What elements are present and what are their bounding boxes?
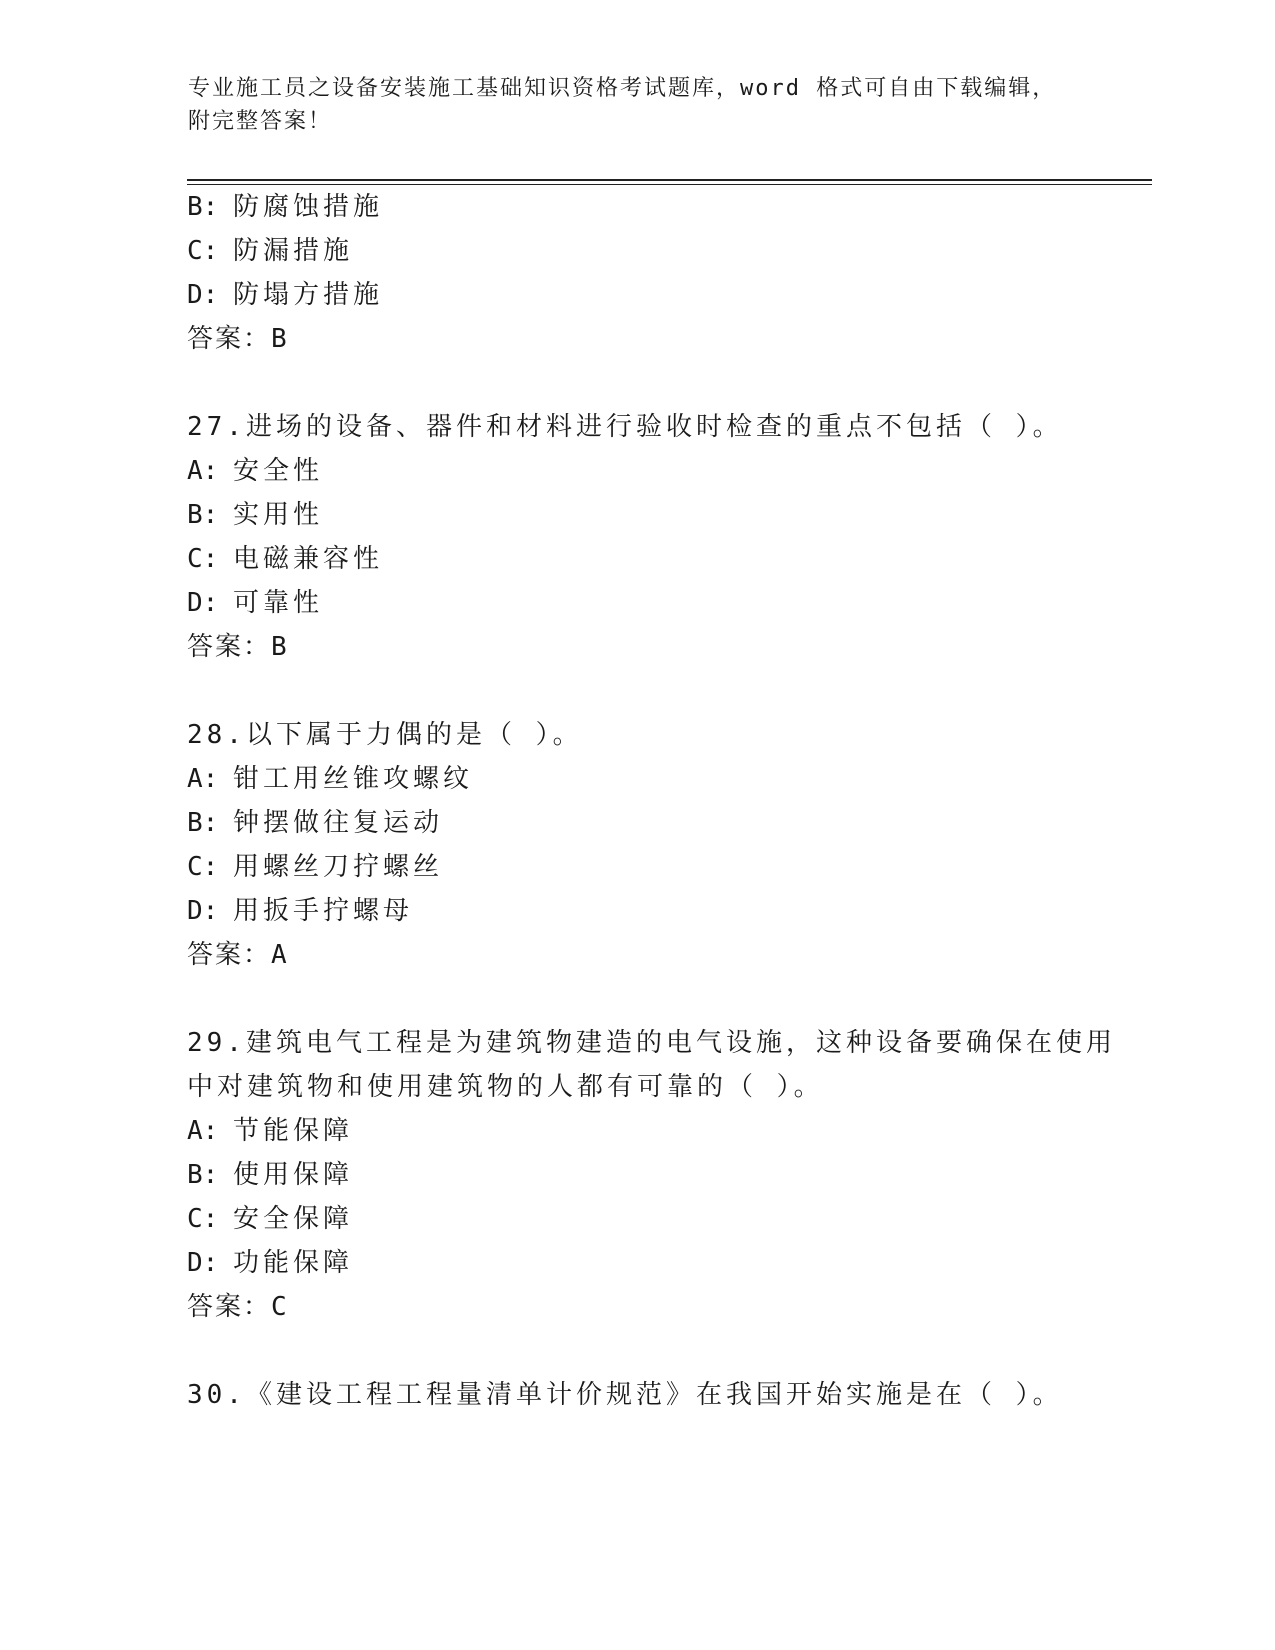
option-b: B: 实用性 <box>187 500 324 530</box>
question-text-line-1: 29.建筑电气工程是为建筑物建造的电气设施，这种设备要确保在使用 <box>187 1028 1116 1058</box>
option-c: C: 防漏措施 <box>187 236 354 266</box>
answer: 答案：B <box>187 324 289 354</box>
option-d: D: 功能保障 <box>187 1248 354 1278</box>
header-line-2: 附完整答案！ <box>188 109 333 134</box>
option-a: A: 节能保障 <box>187 1116 354 1146</box>
option-b: B: 钟摆做往复运动 <box>187 808 444 838</box>
option-c: C: 电磁兼容性 <box>187 544 384 574</box>
question-text: 30.《建设工程工程量清单计价规范》在我国开始实施是在（ ）。 <box>187 1380 1063 1410</box>
option-d: D: 可靠性 <box>187 588 324 618</box>
option-a: A: 安全性 <box>187 456 324 486</box>
answer: 答案：A <box>187 940 289 970</box>
option-c: C: 用螺丝刀拧螺丝 <box>187 852 444 882</box>
option-b: B: 防腐蚀措施 <box>187 192 384 222</box>
document-header <box>188 72 1088 138</box>
question-text: 28.以下属于力偶的是（ ）。 <box>187 720 583 750</box>
answer: 答案：B <box>187 632 289 662</box>
answer: 答案：C <box>187 1292 289 1322</box>
header-divider <box>187 179 1152 185</box>
option-d: D: 防塌方措施 <box>187 280 384 310</box>
option-b: B: 使用保障 <box>187 1160 354 1190</box>
option-a: A: 钳工用丝锥攻螺纹 <box>187 764 474 794</box>
header-line-1: 专业施工员之设备安装施工基础知识资格考试题库，word 格式可自由下载编辑， <box>188 76 1057 101</box>
question-text: 27.进场的设备、器件和材料进行验收时检查的重点不包括（ ）。 <box>187 412 1063 442</box>
question-text-line-2: 中对建筑物和使用建筑物的人都有可靠的（ ）。 <box>187 1072 824 1102</box>
option-d: D: 用扳手拧螺母 <box>187 896 414 926</box>
option-c: C: 安全保障 <box>187 1204 354 1234</box>
